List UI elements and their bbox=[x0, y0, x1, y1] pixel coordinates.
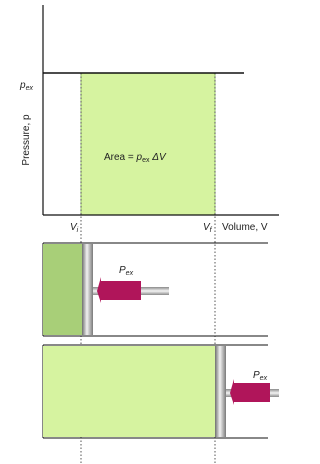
vf-label: $V_f$ bbox=[203, 222, 212, 234]
area-label: Area = $p_{ex}$ ΔV bbox=[104, 152, 166, 164]
y-axis-label: Pressure, p bbox=[21, 114, 32, 166]
work-area bbox=[81, 73, 215, 215]
gas-initial bbox=[43, 244, 82, 335]
vi-label: $V_i$ bbox=[70, 222, 79, 234]
piston-initial bbox=[43, 243, 268, 336]
pressure-arrow-icon bbox=[230, 379, 270, 405]
piston-head bbox=[215, 346, 226, 437]
p-ex-label: $p_{ex}$ bbox=[20, 80, 33, 92]
pressure-arrow-icon bbox=[97, 277, 141, 303]
p-ex-force-label: $P_{ex}$ bbox=[119, 265, 134, 277]
gas-final bbox=[43, 346, 215, 437]
piston-head bbox=[82, 244, 93, 335]
x-axis-label: Volume, V bbox=[222, 222, 268, 233]
piston-final bbox=[43, 345, 279, 438]
p-ex-force-label: $P_{ex}$ bbox=[253, 370, 268, 382]
